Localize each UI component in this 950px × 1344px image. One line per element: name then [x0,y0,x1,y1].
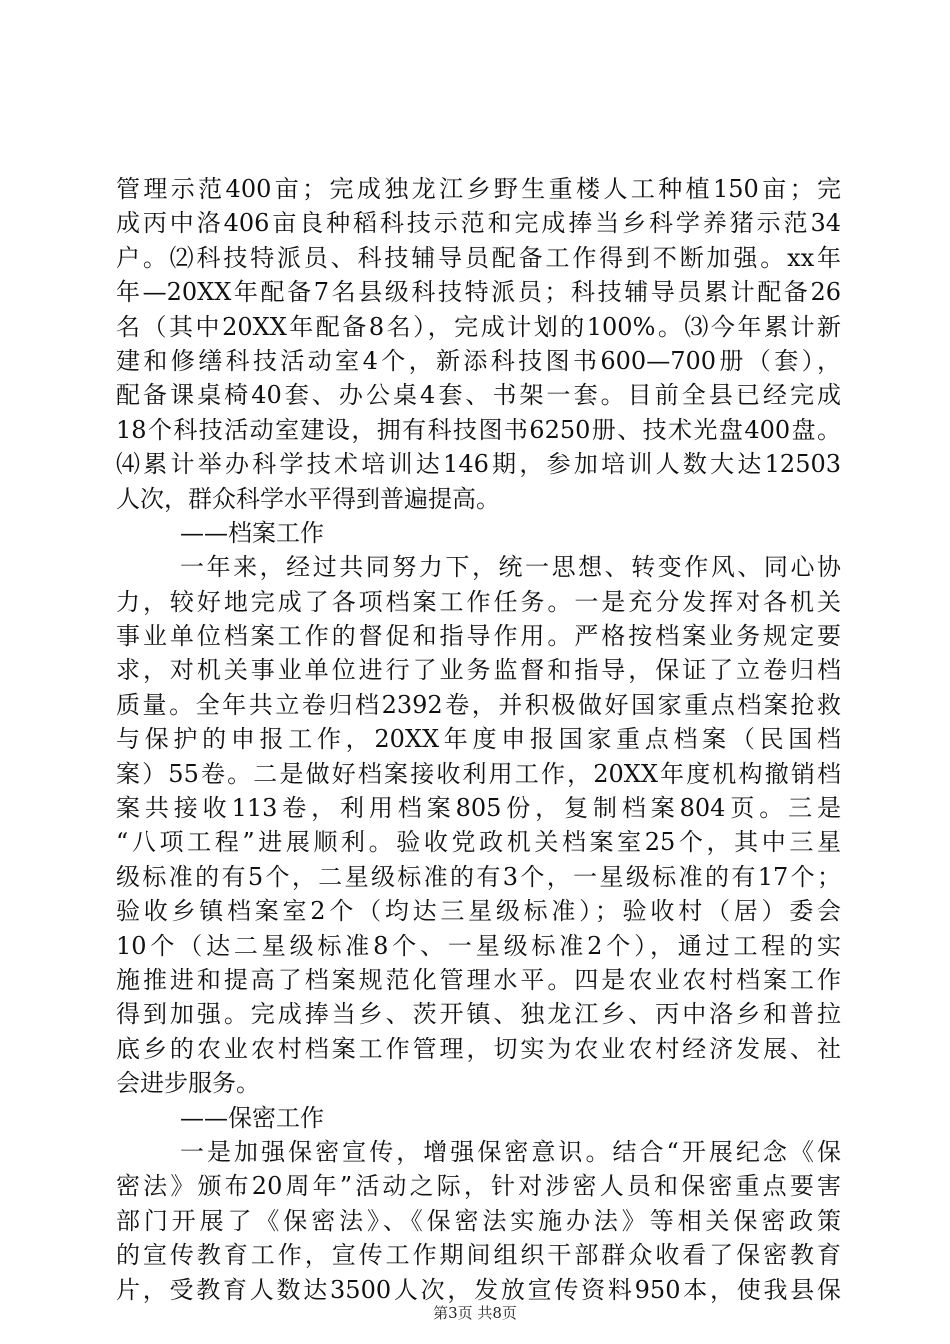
text-line: 密法》颁布20周年”活动之际，针对涉密人员和保密重点要害 [116,1172,841,1201]
text-line: 部门开展了《保密法》、《保密法实施办法》等相关保密政策 [116,1206,841,1235]
text-line: 施推进和提高了档案规范化管理水平。四是农业农村档案工作 [116,965,841,994]
text-line: 力，较好地完成了各项档案工作任务。一是充分发挥对各机关 [116,587,841,616]
text-line: 人次，群众科学水平得到普遍提高。 [116,484,500,513]
text-line: 底乡的农业农村档案工作管理，切实为农业农村经济发展、社 [116,1034,841,1063]
text-line: 片，受教育人数达3500人次，发放宣传资料950本，使我县保 [116,1275,841,1304]
text-line: 一年来，经过共同努力下，统一思想、转变作风、同心协 [180,553,841,582]
text-line: 名（其中20XX年配备8名），完成计划的100%。⑶今年累计新 [116,312,841,341]
text-line: 10个（达二星级标准8个、一星级标准2个），通过工程的实 [116,931,841,960]
text-line: 得到加强。完成捧当乡、茨开镇、独龙江乡、丙中洛乡和普拉 [116,1000,841,1029]
text-line: 案共接收113卷，利用档案805份，复制档案804页。三是 [116,794,841,823]
text-line: 与保护的申报工作，20XX年度申报国家重点档案（民国档 [116,725,841,754]
text-line: 建和修缮科技活动室4个，新添科技图书600—700册（套）， [116,346,841,375]
text-line: 质量。全年共立卷归档2392卷，并积极做好国家重点档案抢救 [116,690,841,719]
document-body [116,172,841,1307]
page-footer: 第3页 共8页 [433,1304,517,1322]
text-line: 一是加强保密宣传，增强保密意识。结合“开展纪念《保 [180,1137,841,1166]
text-line: 配备课桌椅40套、办公桌4套、书架一套。目前全县已经完成 [116,381,841,410]
text-line: 年—20XX年配备7名县级科技特派员；科技辅导员累计配备26 [116,278,841,307]
section-heading: ——保密工作 [180,1103,324,1132]
text-line: 18个科技活动室建设，拥有科技图书6250册、技术光盘400盘。 [116,415,841,444]
text-line: ⑷累计举办科学技术培训达146期，参加培训人数大达12503 [116,450,841,479]
text-line: 会进步服务。 [116,1069,260,1098]
text-line: 成丙中洛406亩良种稻科技示范和完成捧当乡科学养猪示范34 [116,209,841,238]
text-line: 验收乡镇档案室2个（均达三星级标准）；验收村（居）委会 [116,897,841,926]
text-line: 事业单位档案工作的督促和指导作用。严格按档案业务规定要 [116,622,841,651]
section-heading: ——档案工作 [180,518,324,547]
text-line: “八项工程”进展顺利。验收党政机关档案室25个，其中三星 [116,828,841,857]
text-line: 的宣传教育工作，宣传工作期间组织干部群众收看了保密教育 [116,1241,841,1270]
text-line: 级标准的有5个，二星级标准的有3个，一星级标准的有17个； [116,862,841,891]
text-line: 案）55卷。二是做好档案接收利用工作，20XX年度机构撤销档 [116,759,841,788]
text-line: 求，对机关事业单位进行了业务监督和指导，保证了立卷归档 [116,656,841,685]
text-line: 户。⑵科技特派员、科技辅导员配备工作得到不断加强。xx年 [116,243,841,272]
text-line: 管理示范400亩；完成独龙江乡野生重楼人工种植150亩；完 [116,175,841,203]
